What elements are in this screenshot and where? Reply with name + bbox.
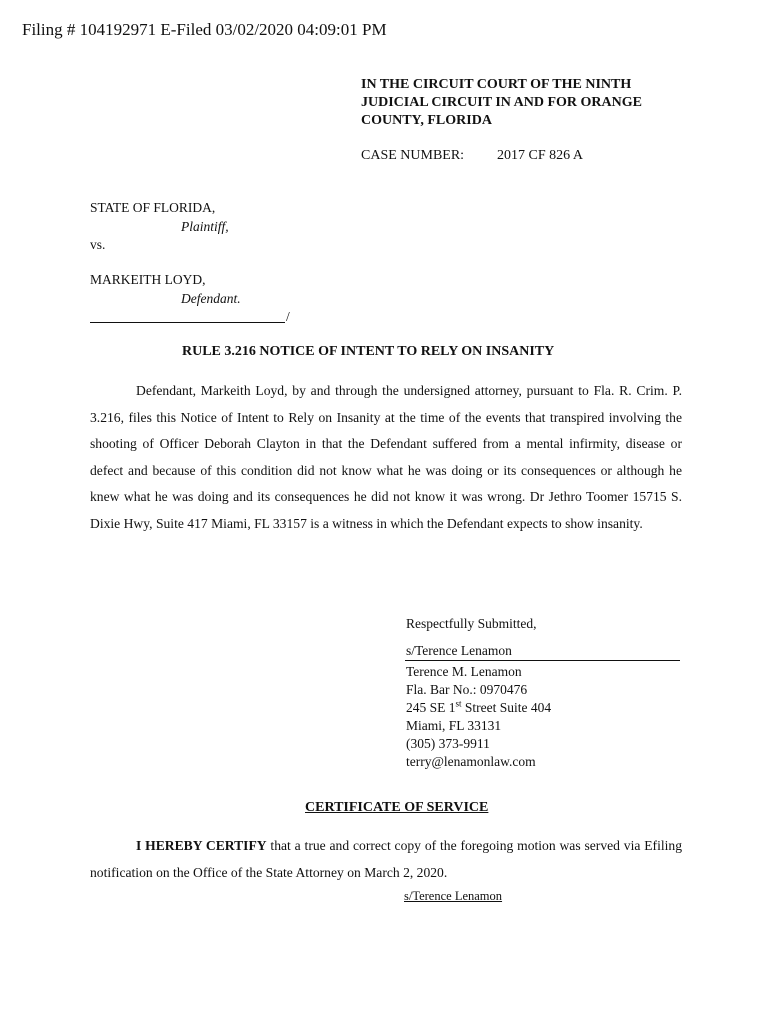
attorney-address [406,699,551,717]
certificate-title: CERTIFICATE OF SERVICE [305,800,489,815]
court-heading [361,76,642,130]
address-prefix: 245 SE 1 [406,700,456,715]
signature-line [405,660,680,661]
attorney-city: Miami, FL 33131 [406,718,502,733]
attorney-bar-number: Fla. Bar No.: 0970476 [406,682,528,697]
attorney-email: terry@lenamonlaw.com [406,754,536,769]
certificate-signature: s/Terence Lenamon [404,889,503,903]
versus: vs. [90,237,106,252]
filing-stamp: Filing # 104192971 E-Filed 03/02/2020 04:09:01 PM [22,20,387,39]
case-number: 2017 CF 826 A [497,148,583,163]
document-title: RULE 3.216 NOTICE OF INTENT TO RELY ON INSANITY [182,344,555,359]
defendant-role: Defendant. [181,291,241,306]
address-suffix: Street Suite 404 [461,700,552,715]
certificate-lead: I HEREBY CERTIFY [136,838,267,853]
certificate-text: that a true and correct copy of the foregoing motion was served via Efiling notification on the Office of the State Attorney on March 2, 2020. [90,838,683,880]
address-superscript: st [455,698,462,709]
plaintiff-name: STATE OF FLORIDA, [90,200,216,215]
attorney-name: Terence M. Lenamon [406,664,522,679]
notice-paragraph: Defendant, Markeith Loyd, by and through the undersigned attorney, pursuant to Fla. R. Crim. P. 3.216, files this Notice of Intent to Rely on Insanity at the time of the events that transpired involving the shooting of Officer Deborah Clayton in that the Defendant suffered from a mental infirmity, disease or defect and because of this condition did not know what he was doing or its consequences or although he knew what he was doing and its consequences he did not know it was wrong. Dr Jethro Toomer 15715 S. Dixie Hwy, Suite 417 Miami, FL 33157 is a witness in which the Defendant expects to show insanity. [90,383,682,531]
attorney-phone: (305) 373-9911 [406,736,490,751]
court-line-2: JUDICIAL CIRCUIT IN AND FOR ORANGE [361,95,642,110]
defendant-name: MARKEITH LOYD, [90,272,206,287]
attorney-esignature: s/Terence Lenamon [406,643,512,658]
case-number-label: CASE NUMBER: [361,148,465,163]
closing: Respectfully Submitted, [406,616,537,631]
court-line-3: COUNTY, FLORIDA [361,113,492,128]
caption-rule [90,322,285,323]
attorney-block [406,663,551,771]
certificate-paragraph [90,832,682,886]
court-line-1: IN THE CIRCUIT COURT OF THE NINTH [361,77,632,92]
plaintiff-role: Plaintiff, [181,219,229,234]
caption-slash: / [286,309,290,324]
